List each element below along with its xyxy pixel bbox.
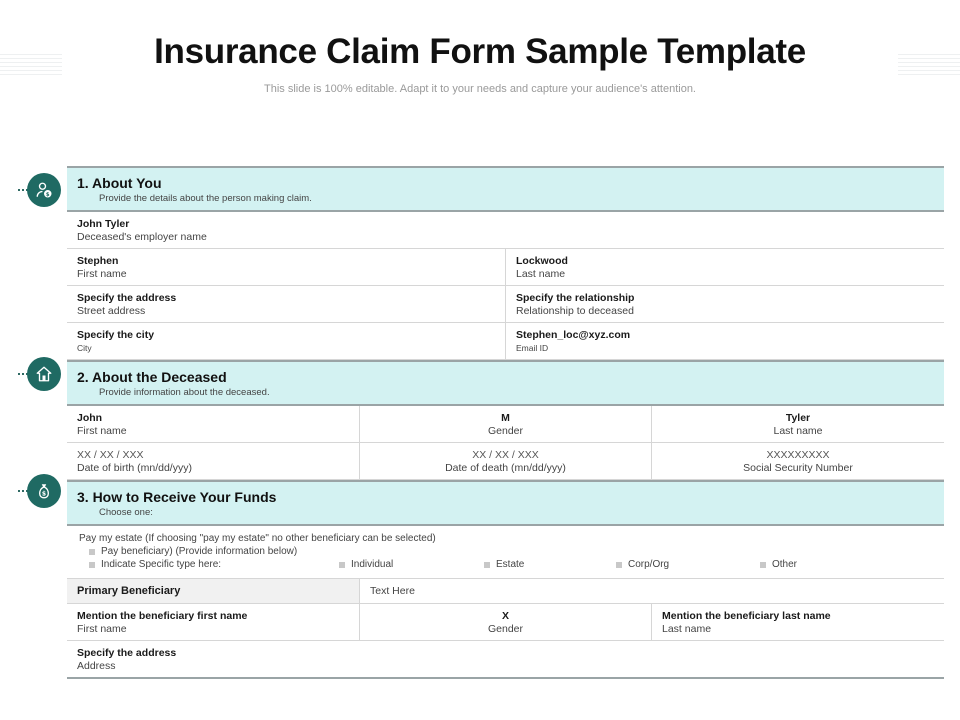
field-value: XXXXXXXXX	[766, 449, 830, 461]
type-estate[interactable]	[484, 558, 616, 571]
employer-field[interactable]	[67, 212, 944, 248]
street-address-field[interactable]	[67, 286, 505, 322]
page-subtitle: This slide is 100% editable. Adapt it to your needs and capture your audience's attention.	[264, 83, 696, 95]
section1-icon-badge	[18, 173, 62, 207]
type-corp-org[interactable]	[616, 558, 760, 571]
option-indicate-type	[79, 558, 932, 571]
field-value: X	[501, 610, 509, 622]
field-value: Tyler	[785, 412, 811, 424]
field-value: Mention the beneficiary last name	[662, 610, 831, 622]
date-of-birth-field[interactable]	[67, 443, 359, 479]
field-label: Street address	[77, 305, 146, 317]
section-receive-funds-header	[67, 480, 944, 526]
beneficiary-first-name-field[interactable]	[67, 604, 359, 640]
field-label: Gender	[487, 425, 524, 437]
type-other[interactable]	[760, 558, 797, 571]
section-description: Provide information about the deceased.	[99, 387, 270, 398]
field-label: Last name	[516, 268, 566, 280]
field-value: Mention the beneficiary first name	[77, 610, 248, 622]
field-value: Text Here	[370, 585, 415, 597]
person-dollar-icon	[35, 181, 53, 199]
field-label: Primary Beneficiary	[77, 585, 181, 597]
checkbox[interactable]	[89, 562, 95, 568]
field-value: John Tyler	[77, 218, 130, 230]
field-value: Stephen_loc@xyz.com	[516, 329, 631, 341]
option-label: Pay beneficiary) (Provide information below)	[101, 546, 298, 557]
beneficiary-gender-field[interactable]	[359, 604, 651, 640]
section-about-deceased-header	[67, 360, 944, 406]
option-label: Indicate Specific type here:	[101, 559, 222, 570]
field-value: Specify the address	[77, 292, 177, 304]
section-heading: 2. About the Deceased	[77, 369, 227, 385]
beneficiary-address-field[interactable]	[67, 641, 944, 677]
option-label: Corp/Org	[628, 559, 670, 570]
field-label: Relationship to deceased	[516, 305, 634, 317]
option-pay-estate[interactable]: Pay my estate (If choosing "pay my estate" no other beneficiary can be selected)	[79, 533, 436, 544]
section-heading: 3. How to Receive Your Funds	[77, 489, 277, 505]
field-label: Gender	[487, 623, 524, 635]
section3-icon-badge	[18, 474, 62, 508]
primary-beneficiary-label-cell	[67, 579, 359, 603]
deceased-last-name-field[interactable]	[651, 406, 944, 442]
checkbox[interactable]	[89, 549, 95, 555]
money-bag-icon	[35, 482, 53, 500]
first-name-field[interactable]	[67, 249, 505, 285]
form-row	[67, 323, 944, 360]
field-value: Lockwood	[516, 255, 568, 267]
field-label: Date of birth (mn/dd/yyy)	[77, 462, 192, 474]
house-icon	[35, 365, 53, 383]
form-row	[67, 641, 944, 677]
option-label: Individual	[351, 559, 394, 570]
type-individual[interactable]	[339, 558, 484, 571]
email-field[interactable]	[505, 323, 944, 359]
field-label: Email ID	[516, 343, 549, 353]
field-label: First name	[77, 425, 127, 437]
section-about-you-header	[67, 166, 944, 212]
city-field[interactable]	[67, 323, 505, 359]
field-label: First name	[77, 623, 127, 635]
field-value: XX / XX / XXX	[77, 449, 144, 461]
field-value: Specify the city	[77, 329, 155, 341]
date-of-death-field[interactable]	[359, 443, 651, 479]
section-description: Choose one:	[99, 507, 153, 518]
field-value: Specify the address	[77, 647, 177, 659]
last-name-field[interactable]	[505, 249, 944, 285]
option-pay-beneficiary[interactable]	[79, 545, 932, 558]
payment-options	[67, 526, 944, 579]
field-value: John	[77, 412, 103, 424]
primary-beneficiary-input[interactable]	[359, 579, 944, 603]
claim-form	[67, 166, 944, 679]
beneficiary-last-name-field[interactable]	[651, 604, 944, 640]
field-label: Address	[77, 660, 116, 672]
field-label: Date of death (mn/dd/yyy)	[445, 462, 566, 474]
form-row	[67, 406, 944, 443]
page-title: Insurance Claim Form Sample Template	[154, 32, 806, 71]
field-value: XX / XX / XXX	[472, 449, 539, 461]
deceased-first-name-field[interactable]	[67, 406, 359, 442]
form-row	[67, 286, 944, 323]
ssn-field[interactable]	[651, 443, 944, 479]
checkbox[interactable]	[616, 562, 622, 568]
checkbox[interactable]	[339, 562, 345, 568]
section-description: Provide the details about the person making claim.	[99, 193, 312, 204]
form-row	[67, 249, 944, 286]
form-row	[67, 212, 944, 249]
svg-text:$: $	[41, 490, 47, 498]
field-label: Social Security Number	[743, 462, 853, 474]
option-label: Estate	[496, 559, 525, 570]
section2-icon-badge	[18, 357, 62, 391]
checkbox[interactable]	[484, 562, 490, 568]
option-label: Other	[772, 559, 798, 570]
form-row	[67, 443, 944, 480]
primary-beneficiary-row	[67, 579, 944, 604]
field-label: Last name	[662, 623, 712, 635]
section-heading: 1. About You	[77, 175, 162, 191]
field-value: M	[501, 412, 510, 424]
svg-text:$: $	[45, 192, 50, 198]
relationship-field[interactable]	[505, 286, 944, 322]
deceased-gender-field[interactable]	[359, 406, 651, 442]
field-value: Stephen	[77, 255, 119, 267]
field-value: Specify the relationship	[516, 292, 635, 304]
checkbox[interactable]	[760, 562, 766, 568]
field-label: First name	[77, 268, 127, 280]
field-label: Deceased's employer name	[77, 231, 207, 243]
field-label: Last name	[773, 425, 823, 437]
field-label: City	[77, 343, 92, 353]
form-row	[67, 604, 944, 641]
